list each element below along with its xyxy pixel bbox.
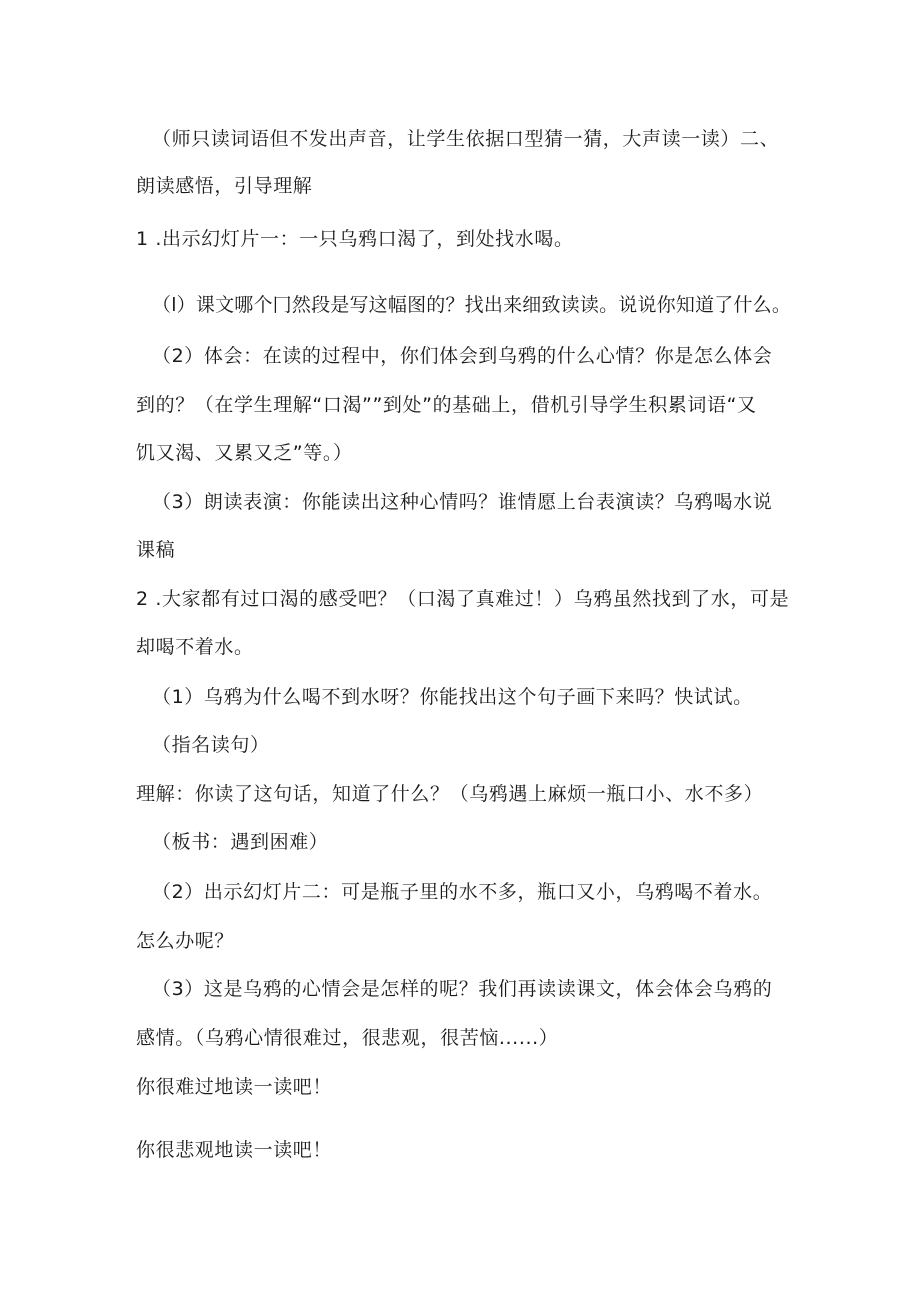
text-line-20: 你很难过地读一读吧！ [136, 1076, 333, 1098]
text-line-5: （2）体会：在读的过程中，你们体会到乌鸦的什么心情？你是怎么体会 [152, 345, 773, 367]
text-line-4: （l）课文哪个冂然段是写这幅图的？找出来细致读读。说说你知道了什么。 [152, 294, 792, 316]
text-line-7: 饥又渴、又累又乏”等。） [136, 442, 353, 464]
text-line-8: （3）朗读表演：你能读出这种心情吗？谁情愿上台表演读？乌鸦喝水说 [152, 491, 773, 513]
text-line-15: （板书：遇到困难） [152, 831, 329, 853]
text-line-2: 朗读感悟，引导理解 [136, 175, 313, 197]
text-line-17: 怎么办呢？ [136, 930, 235, 952]
text-line-9: 课稿 [136, 539, 176, 561]
text-line-19: 感情。（乌鸦心情很难过，很悲观，很苦恼......） [136, 1027, 559, 1049]
text-line-6: 到的？（在学生理解“口渴””到处”的基础上，借机引导学生积累词语“又 [136, 394, 757, 416]
text-line-1: （师只读词语但不发出声音，让学生依据口型猜一猜，大声读一读）二、 [152, 128, 780, 150]
text-line-18: （3）这是乌鸦的心情会是怎样的呢？我们再读读课文，体会体会乌鸦的 [152, 978, 773, 1000]
text-line-10: 2 .大家都有过口渴的感受吧？（口渴了真难过！）乌鸦虽然找到了水，可是 [136, 588, 790, 610]
text-line-13: （指名读句） [152, 734, 270, 756]
text-line-21: 你很悲观地读一读吧！ [136, 1139, 333, 1161]
text-line-3: 1 .出示幻灯片一：一只乌鸦口渴了，到处找水喝。 [136, 228, 574, 250]
text-line-12: （1）乌鸦为什么喝不到水呀？你能找出这个句子画下来吗？快试试。 [152, 686, 753, 708]
text-line-11: 却喝不着水。 [136, 636, 254, 658]
text-line-16: （2）出示幻灯片二：可是瓶子里的水不多，瓶口又小，乌鸦喝不着水。 [152, 881, 773, 903]
text-line-14: 理解：你读了这句话，知道了什么？（乌鸦遇上麻烦一瓶口小、水不多） [136, 783, 764, 805]
